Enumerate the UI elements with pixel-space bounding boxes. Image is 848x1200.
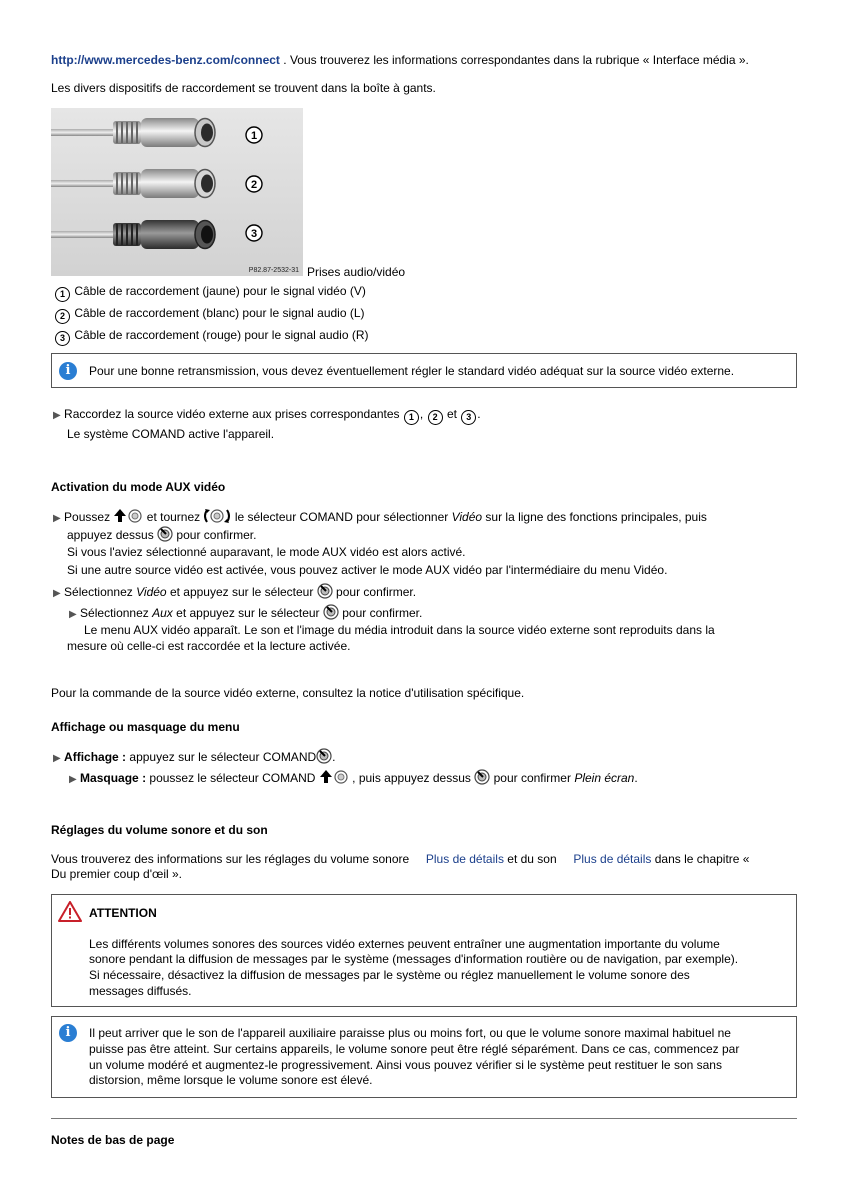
- devices-location-text: Les divers dispositifs de raccordement se trouvent dans la boîte à gants.: [51, 81, 436, 95]
- hide-confirm-text: pour confirmer: [493, 771, 571, 785]
- menu-appears-text: Le menu AUX vidéo apparaît. Le son et l'image du média introduit dans la source vidéo externe sont reproduits dans la: [84, 623, 715, 637]
- and-turn-text: et tournez: [146, 510, 201, 524]
- volume-details-link[interactable]: Plus de détails: [425, 852, 504, 866]
- connect-step-text: Raccordez la source vidéo externe aux prises correspondantes: [64, 407, 400, 421]
- info-note-line: distorsion, même lorsque le volume sonore est élevé.: [89, 1073, 373, 1087]
- menu-appears-text-cont: mesure où celle-ci est raccordée et la lecture activée.: [67, 639, 351, 653]
- aux-label: Aux: [152, 606, 173, 620]
- display-hide-step: [69, 769, 638, 787]
- warning-line: Si nécessaire, désactivez la diffusion de messages par le système ou réglez manuellement le volume sonore des: [89, 968, 690, 982]
- hide-label: Masquage :: [80, 771, 147, 785]
- legend-item: [54, 328, 369, 346]
- bullet-arrow-icon: ▶: [69, 774, 77, 785]
- press-selector-text: et appuyez sur le sélecteur: [169, 585, 314, 599]
- info-note-line: puisse pas être atteint. Sur certains appareils, le volume sonore peut être réglé séparément. Dans ce cas, commencez par: [89, 1042, 740, 1056]
- info-note-text: Pour une bonne retransmission, vous devez éventuellement régler le standard vidéo adéquat sur la source vidéo externe.: [89, 364, 735, 378]
- footer-divider: [51, 1118, 797, 1119]
- press-knob-icon: [316, 748, 332, 764]
- volume-text: [51, 852, 749, 867]
- legend-item: [54, 306, 365, 324]
- intro-line: [51, 53, 749, 68]
- press-selector-text: et appuyez sur le sélecteur: [176, 606, 320, 620]
- press-knob-icon: [474, 769, 490, 785]
- volume-heading: Réglages du volume sonore et du son: [51, 823, 268, 837]
- aux-step-1-cont: [67, 526, 256, 543]
- socket-1-ref: 1: [404, 410, 419, 425]
- show-label: Affichage :: [64, 750, 127, 764]
- legend-number: 3: [55, 331, 70, 346]
- av-sockets-figure: [51, 108, 303, 276]
- and-text: et: [446, 407, 457, 421]
- confirm-text: pour confirmer.: [336, 585, 417, 599]
- aux-heading: Activation du mode AUX vidéo: [51, 480, 226, 494]
- push-up-icon: [113, 508, 143, 524]
- callout-2: 2: [250, 179, 258, 191]
- figure-code: P82.87-2532-31: [248, 267, 299, 274]
- mercedes-connect-link[interactable]: http://www.mercedes-benz.com/connect: [51, 53, 280, 67]
- aux-if-previous: Si vous l'aviez sélectionné auparavant, le mode AUX vidéo est alors activé.: [67, 545, 466, 559]
- info-note-2: [51, 1016, 797, 1098]
- legend-item: [54, 284, 366, 302]
- aux-step-3: [69, 604, 422, 622]
- callout-3: 3: [250, 228, 258, 240]
- legend-text: Câble de raccordement (jaune) pour le signal vidéo (V): [74, 284, 366, 298]
- bullet-arrow-icon: ▶: [53, 513, 61, 524]
- turn-knob-icon: [203, 508, 231, 524]
- legend-text: Câble de raccordement (blanc) pour le signal audio (L): [74, 306, 365, 320]
- press-on-text: appuyez dessus: [67, 528, 154, 542]
- select-text: Sélectionnez: [64, 585, 133, 599]
- volume-text-b: et du son: [507, 852, 557, 866]
- warning-triangle-icon: [58, 901, 82, 922]
- period: .: [332, 750, 336, 764]
- show-text: appuyez sur le sélecteur COMAND: [129, 750, 317, 764]
- footnotes-heading: Notes de bas de page: [51, 1133, 175, 1147]
- video-label: Vidéo: [136, 585, 167, 599]
- info-note-line: un volume modéré et augmentez-le progressivement. Ainsi vous pouvez vérifier si le système peut restituer le son sans: [89, 1058, 722, 1072]
- connect-step: [53, 407, 481, 425]
- legend-text: Câble de raccordement (rouge) pour le signal audio (R): [74, 328, 369, 342]
- separator: ,: [419, 407, 424, 421]
- select-text: Sélectionnez: [80, 606, 149, 620]
- volume-text-a: Vous trouverez des informations sur les réglages du volume sonore: [51, 852, 410, 866]
- warning-box: [51, 894, 797, 1007]
- push-text: Poussez: [64, 510, 111, 524]
- volume-text-cont: Du premier coup d'œil ».: [51, 867, 183, 881]
- main-line-text: sur la ligne des fonctions principales, puis: [485, 510, 707, 524]
- sound-details-link[interactable]: Plus de détails: [573, 852, 652, 866]
- info-icon: i: [59, 362, 77, 380]
- hide-then-text: , puis appuyez dessus: [352, 771, 471, 785]
- hide-text: poussez le sélecteur COMAND: [149, 771, 316, 785]
- aux-step-2: [53, 583, 416, 601]
- press-knob-icon: [317, 583, 333, 599]
- callout-1: 1: [250, 130, 258, 142]
- bullet-arrow-icon: ▶: [69, 609, 77, 620]
- video-label: Vidéo: [451, 510, 483, 524]
- legend-number: 2: [55, 309, 70, 324]
- figure-caption: Prises audio/vidéo: [307, 265, 406, 279]
- legend-number: 1: [55, 287, 70, 302]
- warning-title: ATTENTION: [89, 906, 157, 920]
- external-source-text: Pour la commande de la source vidéo externe, consultez la notice d'utilisation spécifique.: [51, 686, 525, 700]
- period: .: [477, 407, 481, 421]
- aux-step-1: [53, 508, 707, 526]
- bullet-arrow-icon: ▶: [53, 588, 61, 599]
- intro-text: . Vous trouverez les informations correspondantes dans la rubrique « Interface média ».: [279, 53, 749, 67]
- warning-line: messages diffusés.: [89, 984, 192, 998]
- socket-2-ref: 2: [428, 410, 443, 425]
- info-note-line: Il peut arriver que le son de l'appareil auxiliaire paraisse plus ou moins fort, ou que le volume sonore maximal habituel ne: [89, 1026, 731, 1040]
- av-cables-illustration: [51, 108, 303, 276]
- warning-line: sonore pendant la diffusion de messages par le système (messages d'information routière ou de navigation, par exemple).: [89, 952, 739, 966]
- press-knob-icon: [323, 604, 339, 620]
- bullet-arrow-icon: ▶: [53, 410, 61, 421]
- bullet-arrow-icon: ▶: [53, 753, 61, 764]
- socket-3-ref: 3: [461, 410, 476, 425]
- selector-text: le sélecteur COMAND pour sélectionner: [234, 510, 449, 524]
- display-show-step: [53, 748, 336, 766]
- full-screen-label: Plein écran: [574, 771, 635, 785]
- info-icon: i: [59, 1024, 77, 1042]
- period: .: [634, 771, 638, 785]
- confirm-text: pour confirmer.: [176, 528, 257, 542]
- aux-if-other: Si une autre source vidéo est activée, vous pouvez activer le mode AUX vidéo par l'intermédiaire du menu Vidéo.: [67, 563, 668, 577]
- confirm-text: pour confirmer.: [342, 606, 423, 620]
- warning-line: Les différents volumes sonores des sources vidéo externes peuvent entraîner une augmentation importante du volume: [89, 937, 720, 951]
- display-heading: Affichage ou masquage du menu: [51, 720, 240, 734]
- press-knob-icon: [157, 526, 173, 542]
- connect-result: Le système COMAND active l'appareil.: [67, 427, 275, 441]
- volume-text-c: dans le chapitre «: [654, 852, 750, 866]
- info-note: [51, 353, 797, 388]
- push-up-icon: [319, 769, 349, 785]
